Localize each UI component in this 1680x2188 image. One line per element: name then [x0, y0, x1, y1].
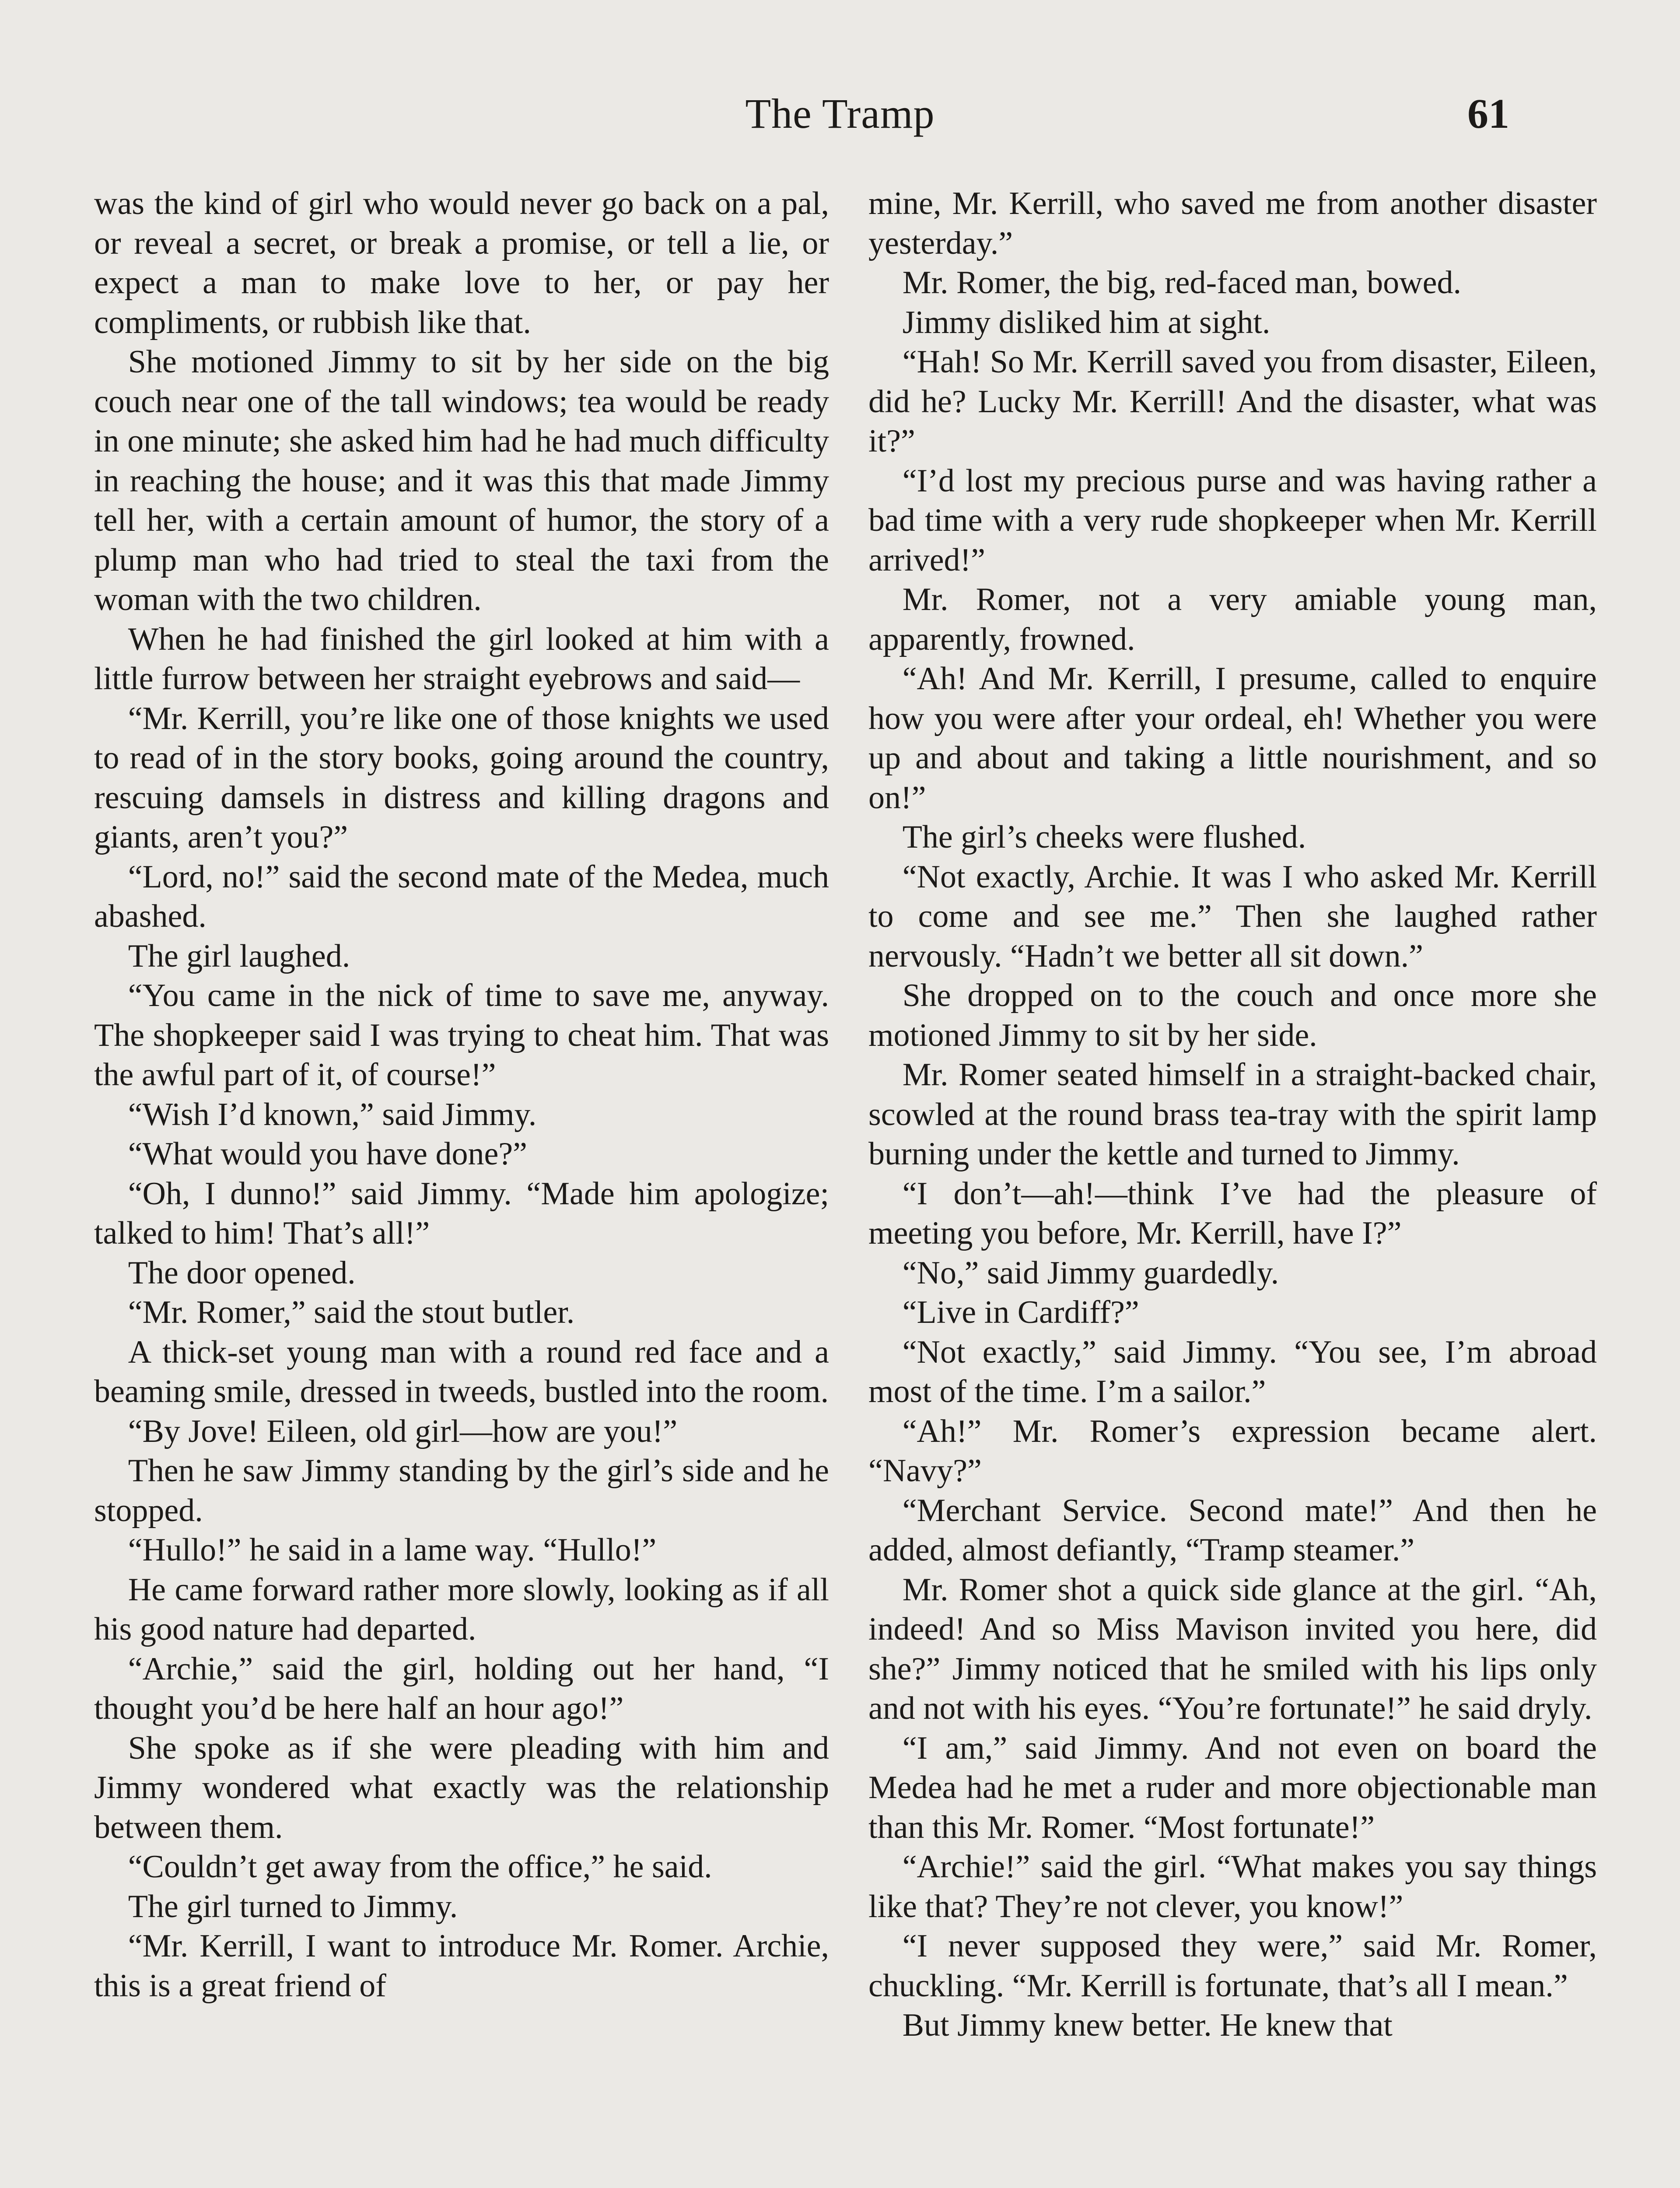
paragraph: “I never supposed they were,” said Mr. Romer, chuckling. “Mr. Kerrill is fortunate, that’s all I mean.”: [868, 1928, 1597, 2004]
paragraph: “No,” said Jimmy guardedly.: [902, 1255, 1279, 1291]
right-column: [868, 184, 1597, 2045]
paragraph: “Ah!” Mr. Romer’s expression became alert. “Navy?”: [868, 1413, 1597, 1489]
paragraph: “Mr. Kerrill, you’re like one of those knights we used to read of in the story books, going around the country, rescuing damsels in distress and killing dragons and giants, aren’t you?”: [94, 700, 829, 855]
paragraph: “Not exactly, Archie. It was I who asked Mr. Kerrill to come and see me.” Then she laughed rather nervously. “Hadn’t we better all sit down.”: [868, 859, 1597, 974]
paragraph: Then he saw Jimmy standing by the girl’s side and he stopped.: [94, 1453, 829, 1529]
left-column: [94, 184, 829, 2006]
paragraph: The girl turned to Jimmy.: [128, 1888, 458, 1925]
paragraph: “What would you have done?”: [128, 1136, 528, 1172]
paragraph: But Jimmy knew better. He knew that: [902, 2007, 1393, 2043]
paragraph: mine, Mr. Kerrill, who saved me from another disaster yesterday.”: [868, 186, 1597, 261]
paragraph: “I am,” said Jimmy. And not even on board the Medea had he met a ruder and more objectionable man than this Mr. Romer. “Most fortunate!”: [868, 1730, 1597, 1845]
paragraph: She spoke as if she were pleading with him and Jimmy wondered what exactly was the relationship between them.: [94, 1730, 829, 1845]
paragraph: was the kind of girl who would never go back on a pal, or reveal a secret, or break a promise, or tell a lie, or expect a man to make love to her, or pay her compliments, or rubbish like that.: [94, 186, 829, 340]
paragraph: “Lord, no!” said the second mate of the Medea, much abashed.: [94, 859, 829, 934]
paragraph: “Live in Cardiff?”: [902, 1294, 1139, 1330]
paragraph: When he had finished the girl looked at him with a little furrow between her straight eyebrows and said—: [94, 621, 829, 697]
paragraph: “Not exactly,” said Jimmy. “You see, I’m abroad most of the time. I’m a sailor.”: [868, 1334, 1597, 1410]
paragraph: “Mr. Romer,” said the stout butler.: [128, 1294, 575, 1330]
paragraph: She motioned Jimmy to sit by her side on the big couch near one of the tall windows; tea would be ready in one minute; she asked him had he had much difficulty in reaching the house; and it was this that made Jimmy tell her, with a certain amount of humor, the story of a plump man who had tried to steal the taxi from the woman with the two children.: [94, 344, 829, 617]
paragraph: “Couldn’t get away from the office,” he said.: [128, 1849, 712, 1885]
paragraph: He came forward rather more slowly, looking as if all his good nature had departed.: [94, 1571, 829, 1647]
paragraph: Mr. Romer seated himself in a straight-backed chair, scowled at the round brass tea-tray with the spirit lamp burning under the kettle and turned to Jimmy.: [868, 1057, 1597, 1172]
paragraph: She dropped on to the couch and once more she motioned Jimmy to sit by her side.: [868, 978, 1597, 1053]
paragraph: Mr. Romer, not a very amiable young man, apparently, frowned.: [868, 582, 1597, 657]
paragraph: “Wish I’d known,” said Jimmy.: [128, 1096, 537, 1133]
paragraph: Mr. Romer, the big, red-faced man, bowed.: [902, 265, 1461, 301]
paragraph: “Oh, I dunno!” said Jimmy. “Made him apologize; talked to him! That’s all!”: [94, 1175, 829, 1251]
paragraph: “I don’t—ah!—think I’ve had the pleasure of meeting you before, Mr. Kerrill, have I?”: [868, 1175, 1597, 1251]
paragraph: A thick-set young man with a round red face and a beaming smile, dressed in tweeds, bustled into the room.: [94, 1334, 829, 1410]
paragraph: “Ah! And Mr. Kerrill, I presume, called to enquire how you were after your ordeal, eh! Whether you were up and about and taking a little nourishment, and so on!”: [868, 661, 1597, 816]
paragraph: “You came in the nick of time to save me, anyway. The shopkeeper said I was trying to cheat him. That was the awful part of it, of course!”: [94, 978, 829, 1093]
paragraph: “By Jove! Eileen, old girl—how are you!”: [128, 1413, 678, 1449]
paragraph: Jimmy disliked him at sight.: [902, 304, 1270, 340]
paragraph: “Hah! So Mr. Kerrill saved you from disaster, Eileen, did he? Lucky Mr. Kerrill! And the disaster, what was it?”: [868, 344, 1597, 459]
paragraph: The girl laughed.: [128, 938, 350, 974]
paragraph: “Hullo!” he said in a lame way. “Hullo!”: [128, 1532, 657, 1568]
paragraph: Mr. Romer shot a quick side glance at the girl. “Ah, indeed! And so Miss Mavison invited you here, did she?” Jimmy noticed that he smiled with his lips only and not with his eyes. “You’re fortunate!” he said dryly.: [868, 1571, 1597, 1726]
paragraph: “Archie,” said the girl, holding out her hand, “I thought you’d be here half an hour ago!”: [94, 1651, 829, 1726]
paragraph: The door opened.: [128, 1255, 356, 1291]
paragraph: “Mr. Kerrill, I want to introduce Mr. Romer. Archie, this is a great friend of: [94, 1928, 829, 2004]
paragraph: “Archie!” said the girl. “What makes you say things like that? They’re not clever, you know!”: [868, 1849, 1597, 1925]
paragraph: “Merchant Service. Second mate!” And then he added, almost defiantly, “Tramp steamer.”: [868, 1492, 1597, 1568]
running-title: The Tramp: [745, 90, 935, 137]
paragraph: “I’d lost my precious purse and was having rather a bad time with a very rude shopkeeper when Mr. Kerrill arrived!”: [868, 463, 1597, 578]
paragraph: The girl’s cheeks were flushed.: [902, 819, 1306, 855]
page-header: [88, 83, 1592, 144]
page-number: 61: [1467, 90, 1509, 137]
